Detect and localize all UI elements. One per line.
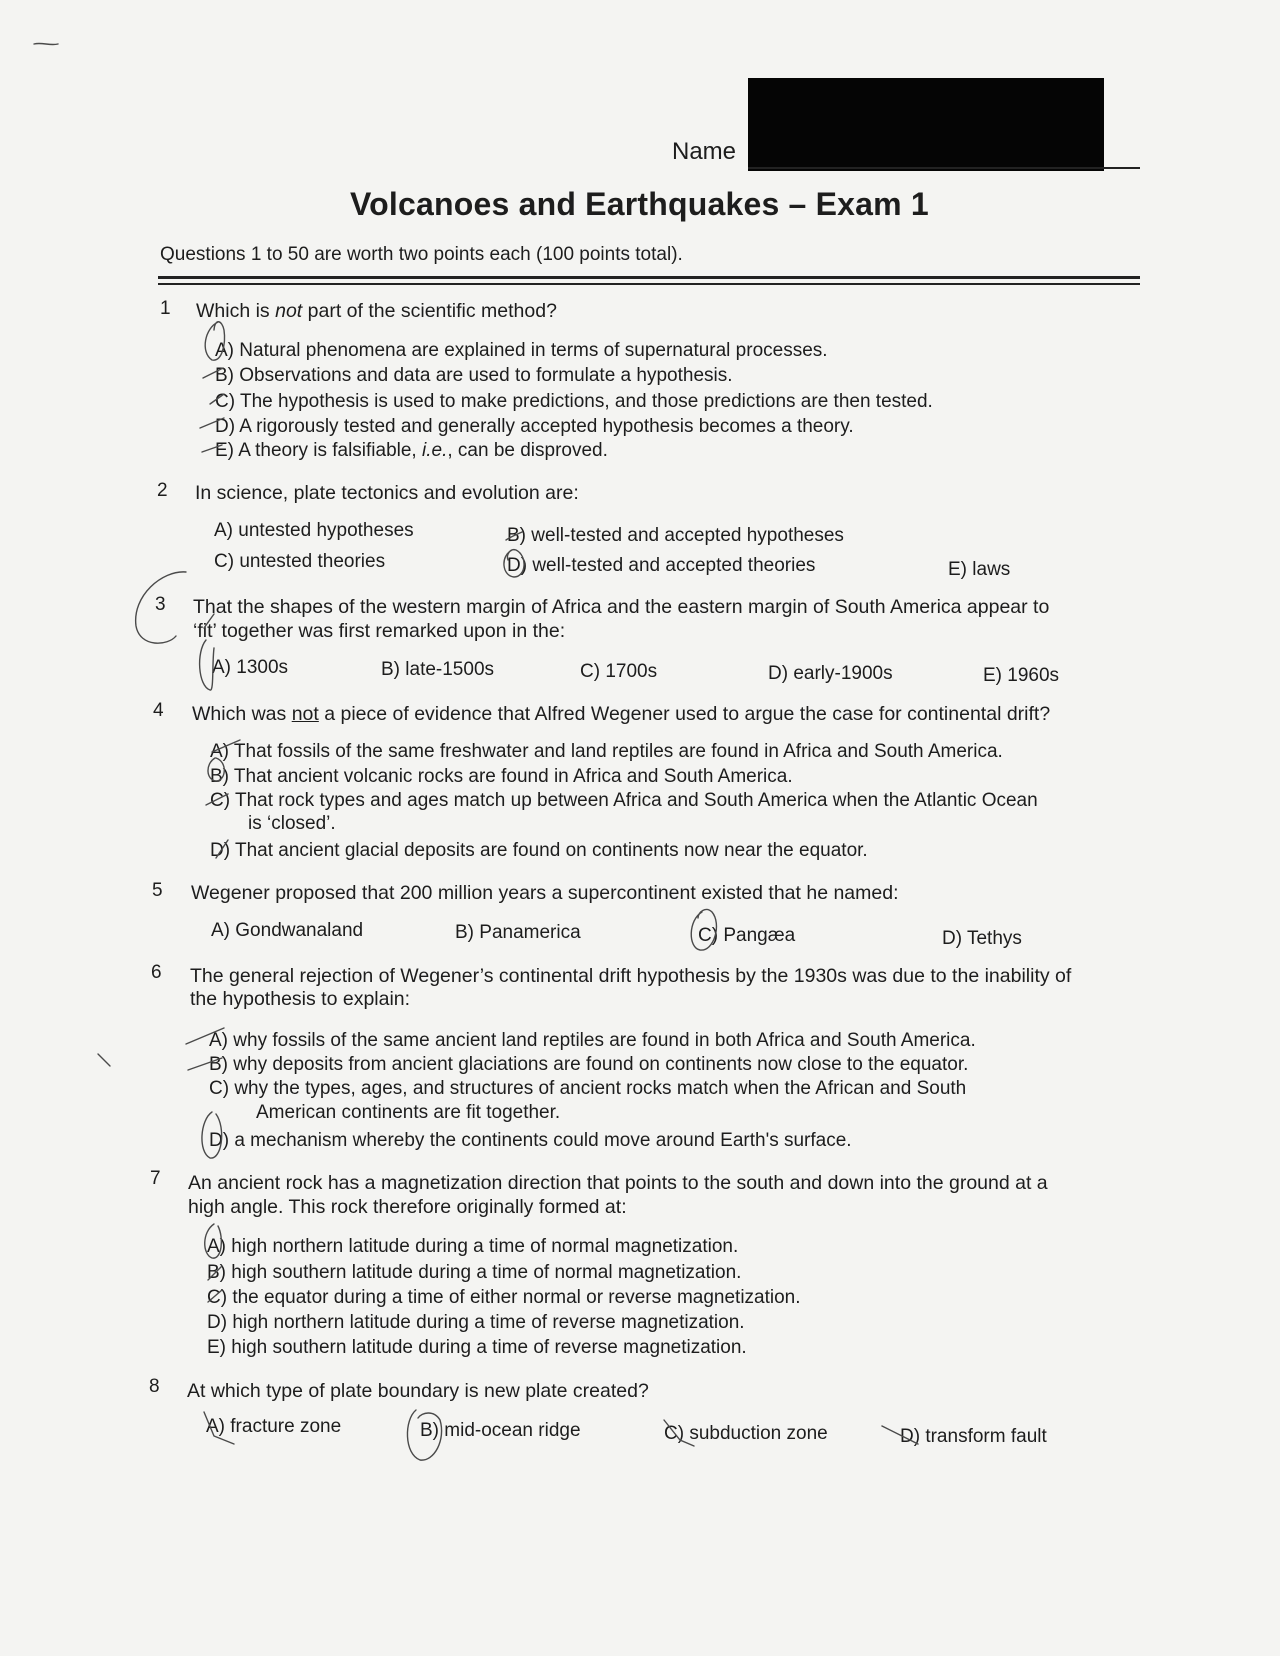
question-5-option-d: D) Tethys xyxy=(942,928,1022,949)
question-4-text: Which was not a piece of evidence that Alfred Wegener used to argue the case for continental drift? xyxy=(192,703,1051,725)
question-1-option-a: A) Natural phenomena are explained in terms of supernatural processes. xyxy=(215,340,828,361)
question-6-option-d: D) a mechanism whereby the continents could move around Earth's surface. xyxy=(209,1130,852,1151)
question-7-text-line2: high angle. This rock therefore originally formed at: xyxy=(188,1196,627,1218)
question-3-option-d: D) early-1900s xyxy=(768,663,893,684)
question-6-option-a: A) why fossils of the same ancient land reptiles are found in both Africa and South America. xyxy=(209,1030,976,1051)
question-6-option-c-continued: American continents are fit together. xyxy=(256,1102,561,1123)
question-3-option-a: A) 1300s xyxy=(212,657,289,678)
question-2-option-d: D) well-tested and accepted theories xyxy=(507,555,816,576)
question-2-option-b: B) well-tested and accepted hypotheses xyxy=(507,525,844,546)
question-7-option-c: C) the equator during a time of either normal or reverse magnetization. xyxy=(207,1287,801,1308)
question-1-option-b: B) Observations and data are used to formulate a hypothesis. xyxy=(215,365,733,386)
redacted-name-box xyxy=(748,78,1104,171)
margin-stray-mark xyxy=(98,1054,110,1066)
question-6-text-line1: The general rejection of Wegener’s continental drift hypothesis by the 1930s was due to the inability of xyxy=(190,965,1072,987)
question-6-option-b: B) why deposits from ancient glaciations are found on continents now close to the equator. xyxy=(209,1054,969,1075)
question-5-option-a: A) Gondwanaland xyxy=(211,920,364,941)
question-4-option-d: D) That ancient glacial deposits are found on continents now near the equator. xyxy=(210,840,868,861)
question-3-option-c: C) 1700s xyxy=(580,661,658,682)
question-4-option-c-continued: is ‘closed’. xyxy=(248,813,336,834)
question-2-option-a: A) untested hypotheses xyxy=(214,520,414,541)
question-5-option-b: B) Panamerica xyxy=(455,922,581,943)
question-7-option-b: B) high southern latitude during a time of normal magnetization. xyxy=(207,1262,742,1283)
question-7-option-a: A) high northern latitude during a time of normal magnetization. xyxy=(207,1236,739,1257)
question-3-option-e: E) 1960s xyxy=(983,665,1060,686)
exam-title: Volcanoes and Earthquakes – Exam 1 xyxy=(350,186,929,222)
question-4-option-c: C) That rock types and ages match up between Africa and South America when the Atlantic Ocean xyxy=(210,790,1038,811)
question-1-number: 1 xyxy=(160,298,171,319)
name-underline xyxy=(748,167,1140,169)
question-3-number: 3 xyxy=(155,594,166,615)
question-6-option-c: C) why the types, ages, and structures of ancient rocks match when the African and South xyxy=(209,1078,967,1099)
question-5-text: Wegener proposed that 200 million years a supercontinent existed that he named: xyxy=(191,882,899,904)
header-rule-bottom xyxy=(158,283,1140,285)
question-8-option-b: B) mid-ocean ridge xyxy=(420,1420,581,1441)
question-7-option-d: D) high northern latitude during a time of reverse magnetization. xyxy=(207,1312,745,1333)
exam-instructions: Questions 1 to 50 are worth two points each (100 points total). xyxy=(160,244,683,265)
question-4-number: 4 xyxy=(153,700,164,721)
question-3-text-line2: ‘fit’ together was first remarked upon in the: xyxy=(193,620,566,642)
question-4-option-a: A) That fossils of the same freshwater and land reptiles are found in Africa and South America. xyxy=(210,741,1003,762)
question-8-option-d: D) transform fault xyxy=(900,1426,1047,1447)
question-7-option-e: E) high southern latitude during a time of reverse magnetization. xyxy=(207,1337,747,1358)
question-2-option-c: C) untested theories xyxy=(214,551,386,572)
question-6-text-line2: the hypothesis to explain: xyxy=(190,988,411,1010)
question-5-number: 5 xyxy=(152,880,163,901)
question-3-option-b: B) late-1500s xyxy=(381,659,495,680)
question-1-option-d: D) A rigorously tested and generally accepted hypothesis becomes a theory. xyxy=(215,416,854,437)
question-1-option-e: E) A theory is falsifiable, i.e., can be disproved. xyxy=(215,440,608,461)
question-2-option-e: E) laws xyxy=(948,559,1011,580)
question-8-option-a: A) fracture zone xyxy=(206,1416,342,1437)
question-7-number: 7 xyxy=(150,1168,161,1189)
question-3-text-line1: That the shapes of the western margin of Africa and the eastern margin of South America appear to xyxy=(193,596,1050,618)
question-8-number: 8 xyxy=(149,1376,160,1397)
header-rule-top xyxy=(158,276,1140,279)
question-7-text-line1: An ancient rock has a magnetization direction that points to the south and down into the ground at a xyxy=(188,1172,1048,1194)
question-4-option-b: B) That ancient volcanic rocks are found in Africa and South America. xyxy=(210,766,793,787)
question-1-option-c: C) The hypothesis is used to make predictions, and those predictions are then tested. xyxy=(215,391,933,412)
corner-stray-mark xyxy=(34,43,58,44)
question-6-number: 6 xyxy=(151,962,162,983)
question-2-text: In science, plate tectonics and evolution are: xyxy=(195,482,579,504)
question-5-option-c: C) Pangæa xyxy=(698,925,796,946)
question-8-option-c: C) subduction zone xyxy=(664,1423,828,1444)
name-label: Name xyxy=(672,138,737,165)
question-2-number: 2 xyxy=(157,480,168,501)
question-1-text: Which is not part of the scientific method? xyxy=(196,300,557,322)
question-8-text: At which type of plate boundary is new plate created? xyxy=(187,1380,649,1402)
